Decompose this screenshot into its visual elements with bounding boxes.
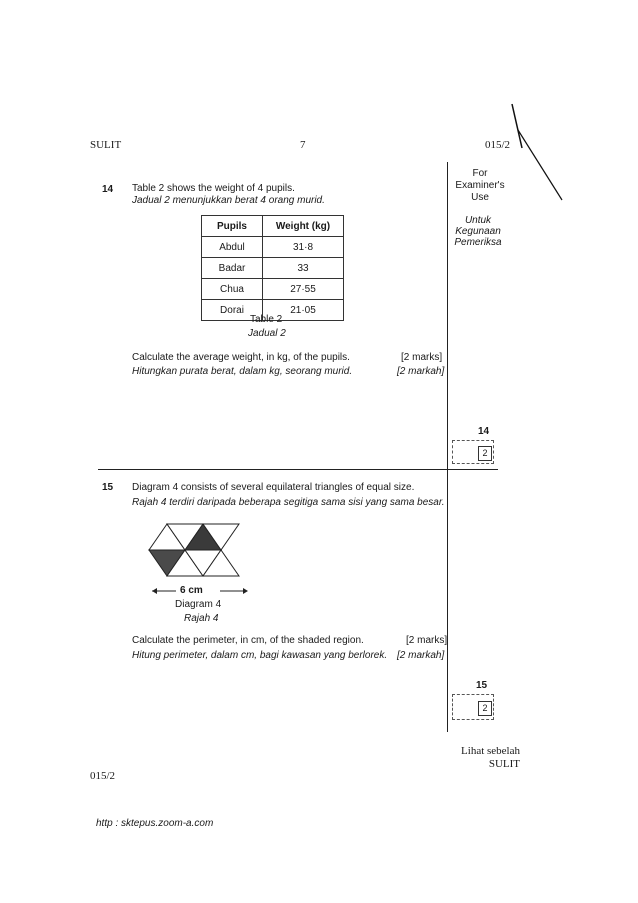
footer-url: http : sktepus.zoom-a.com (96, 818, 214, 829)
q14-max-marks: 2 (478, 446, 492, 461)
table-cell: Chua (202, 279, 263, 300)
table-cell: 27·55 (263, 279, 344, 300)
page-number: 7 (300, 139, 306, 151)
q15-number: 15 (102, 482, 114, 493)
table-caption-bm: Jadual 2 (248, 328, 286, 339)
diagram-caption: Diagram 4 (175, 599, 222, 610)
q15-question-en: Calculate the perimeter, in cm, of the shaded region. (132, 635, 364, 646)
q14-question-en: Calculate the average weight, in kg, of the pupils. (132, 352, 350, 363)
q15-marks: [2 marks] (406, 635, 448, 646)
footer-code: 015/2 (90, 770, 116, 782)
table-cell: Dorai (202, 300, 263, 321)
question-separator (98, 469, 498, 470)
table-cell: Badar (202, 258, 263, 279)
table-row (202, 279, 344, 300)
table-cell: Abdul (202, 237, 263, 258)
examiner-use-label: For Examiner's Use (455, 168, 505, 203)
footer-sulit: SULIT (488, 758, 520, 770)
table-cell: 21·05 (263, 300, 344, 321)
table-cell: 33 (263, 258, 344, 279)
scan-stroke (500, 100, 580, 210)
q15-question-bm: Hitung perimeter, dalam cm, bagi kawasan yang berlorek. (132, 650, 388, 661)
header-right: 015/2 (485, 139, 511, 151)
q14-box-label: 14 (478, 426, 490, 437)
table-cell: 31·8 (263, 237, 344, 258)
q15-text-en: Diagram 4 consists of several equilateral triangles of equal size. (132, 482, 415, 493)
table-row (202, 237, 344, 258)
q14-marks-bm: [2 markah] (397, 366, 445, 377)
table-row (202, 258, 344, 279)
q14-text-bm: Jadual 2 menunjukkan berat 4 orang murid. (132, 195, 325, 206)
triangle-diagram (140, 520, 252, 584)
table-header-row (202, 216, 344, 237)
q14-question-bm: Hitungkan purata berat, dalam kg, seorang murid. (132, 366, 353, 377)
table-caption: Table 2 (250, 314, 283, 325)
dimension-label: 6 cm (180, 585, 203, 596)
q15-marks-bm: [2 markah] (397, 650, 445, 661)
q14-marks: [2 marks] (401, 352, 443, 363)
q14-number: 14 (102, 184, 114, 195)
header-left: SULIT (90, 139, 122, 151)
table-header: Weight (kg) (263, 216, 344, 237)
examiner-use-label-bm: Untuk Kegunaan Pemeriksa (454, 215, 502, 248)
q15-max-marks: 2 (478, 701, 492, 716)
weight-table (201, 215, 344, 321)
q15-box-label: 15 (476, 680, 488, 691)
table-header: Pupils (202, 216, 263, 237)
turn-over-label: Lihat sebelah (461, 745, 520, 757)
q14-text-en: Table 2 shows the weight of 4 pupils. (132, 183, 295, 194)
q15-text-bm: Rajah 4 terdiri daripada beberapa segitiga sama sisi yang sama besar. (132, 497, 445, 508)
diagram-caption-bm: Rajah 4 (184, 613, 219, 624)
